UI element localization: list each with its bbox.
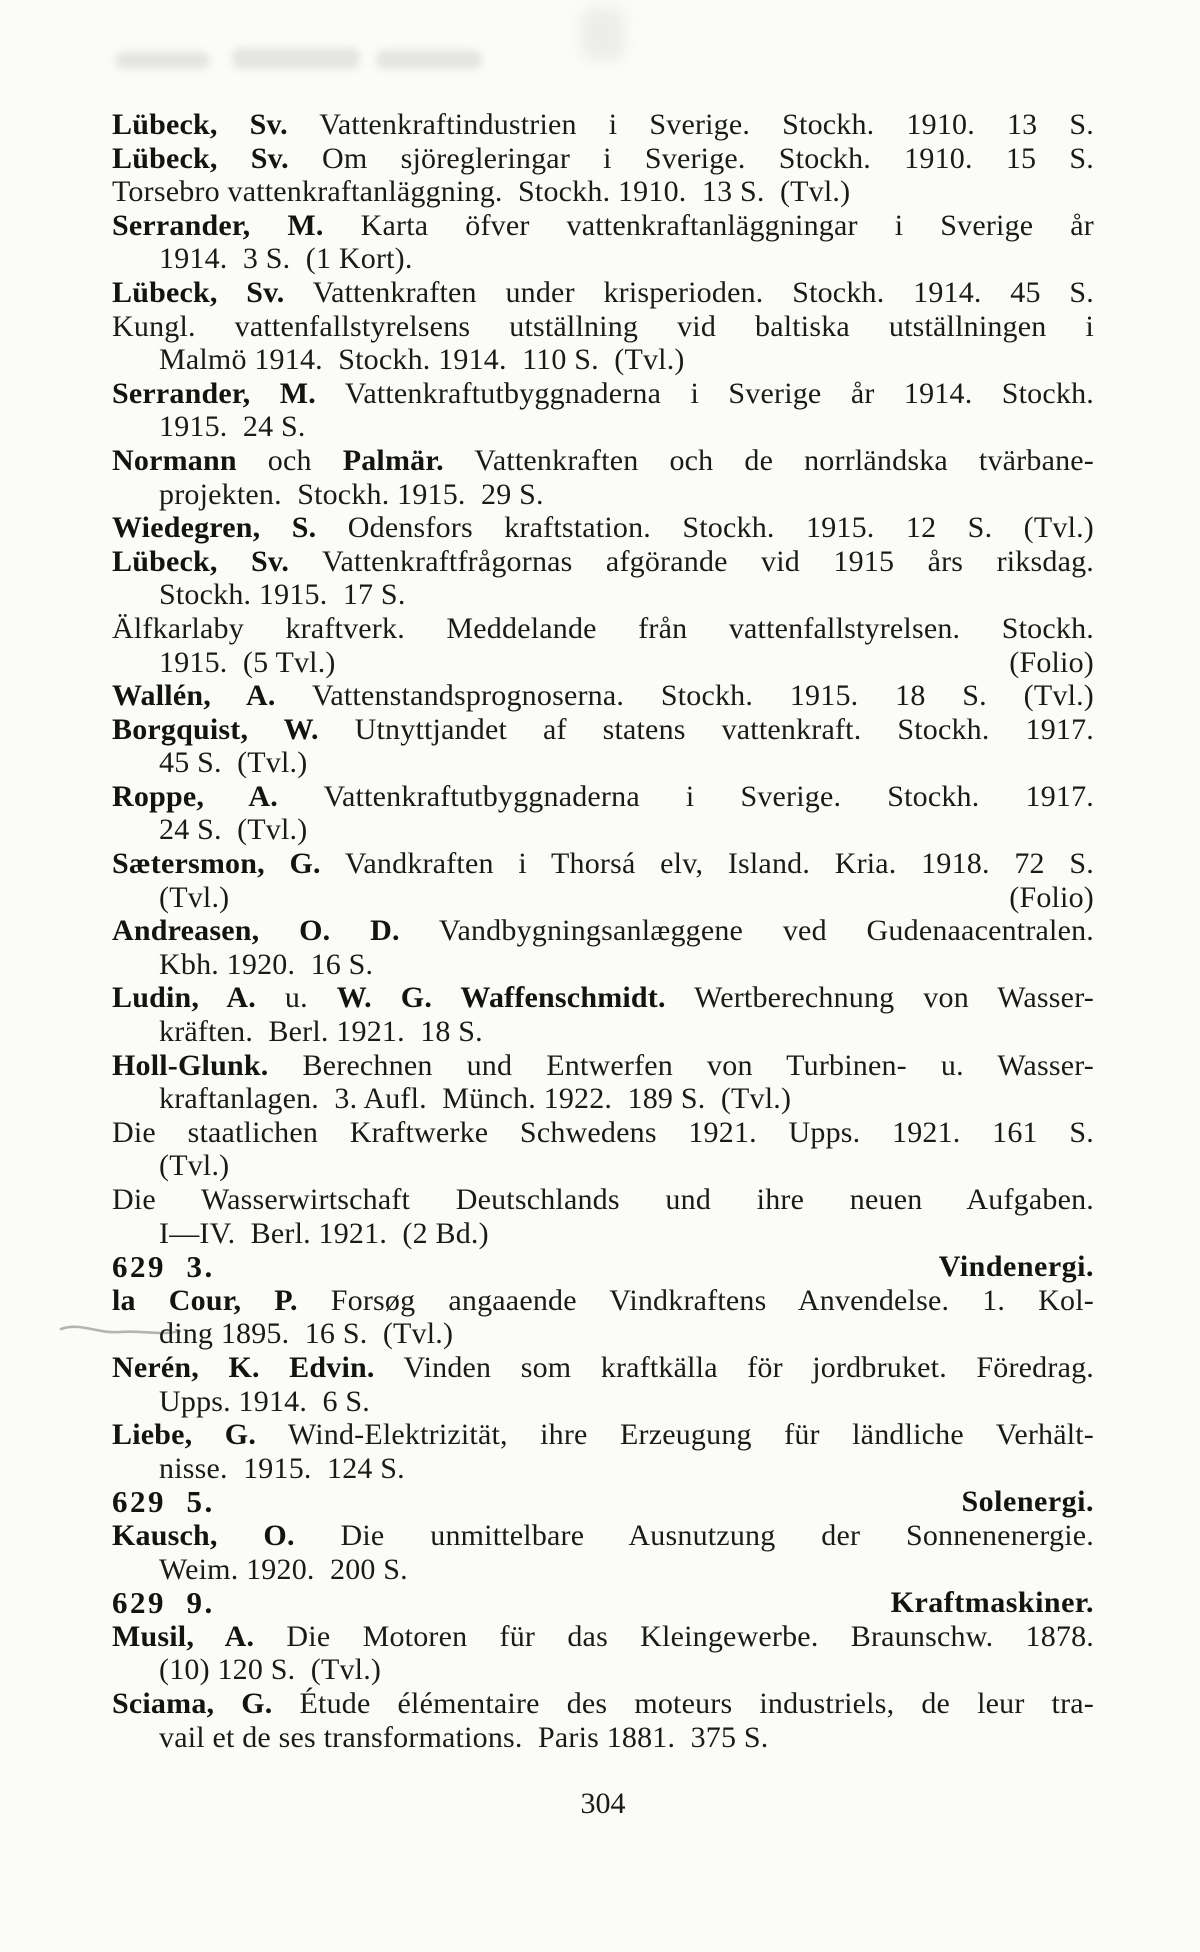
bibliography-line — [112, 1183, 1094, 1217]
line-text — [112, 545, 1094, 578]
entry-text: Karta öfver vattenkraftanläggningar i Sverige år — [323, 208, 1094, 242]
line-text — [112, 444, 1094, 477]
entry-text: Die Wasserwirtschaft Deutschlands und ihre neuen Aufgaben. — [112, 1183, 1094, 1216]
author-name: Lübeck, Sv. — [112, 544, 290, 578]
entry-text: Stockh. 1915. 17 S. — [159, 578, 406, 612]
author-name: Ludin, A. — [112, 981, 256, 1015]
line-text — [159, 1452, 405, 1485]
line-text — [159, 478, 544, 511]
author-name: Wallén, A. — [112, 679, 276, 713]
entry-text: Kungl. vattenfallstyrelsens utställning vid baltiska utställningen i — [112, 309, 1094, 343]
line-text — [159, 1385, 370, 1418]
entry-text: Älfkarlaby kraftverk. Meddelande från vattenfallstyrelsen. Stockh. — [112, 611, 1094, 645]
bibliography-line — [112, 881, 1094, 915]
author-name: Roppe, A. — [112, 779, 278, 813]
author-name: 629 3. — [112, 1249, 215, 1285]
line-text — [159, 578, 406, 611]
line-text — [112, 276, 1094, 309]
entry-text: projekten. Stockh. 1915. 29 S. — [159, 477, 544, 511]
line-text — [112, 310, 1094, 343]
entry-text: 1914. 3 S. (1 Kort). — [159, 242, 413, 276]
author-name: Normann — [112, 443, 237, 477]
author-name: Lübeck, Sv. — [112, 108, 288, 141]
entry-text: Vattenkraftutbyggnaderna i Sverige år 1914. Stockh. — [315, 376, 1094, 410]
line-text — [112, 713, 1094, 746]
line-text — [112, 108, 1094, 141]
author-name: Musil, A. — [112, 1619, 255, 1653]
entry-text: I—IV. Berl. 1921. (2 Bd.) — [159, 1216, 489, 1250]
line-text — [159, 1317, 453, 1350]
format-note: (Folio) — [1009, 880, 1094, 914]
section-label: Vindenergi. — [938, 1250, 1094, 1284]
section-label: Kraftmaskiner. — [890, 1586, 1094, 1620]
bibliography-line — [112, 1149, 1094, 1183]
author-name: Nerén, K. Edvin. — [112, 1350, 375, 1384]
ghost-smudge — [582, 8, 624, 60]
entry-text: Étude élémentaire des moteurs industriels, de leur tra- — [272, 1686, 1094, 1720]
line-text — [159, 646, 336, 679]
bibliography-line — [112, 511, 1094, 545]
bibliography-line — [112, 713, 1094, 747]
line-text — [159, 410, 306, 443]
line-text — [112, 1049, 1094, 1082]
line-text — [112, 914, 1094, 947]
bibliography-line — [112, 242, 1094, 276]
bibliography-line — [112, 310, 1094, 344]
bibliography-line — [112, 1519, 1094, 1553]
line-text — [159, 746, 307, 779]
author-name: Kausch, O. — [112, 1518, 295, 1552]
line-text — [159, 1553, 408, 1586]
line-text — [159, 813, 307, 846]
line-text — [112, 1284, 1094, 1317]
line-text — [112, 1519, 1094, 1552]
entry-text: Vattenkraftfrågornas afgörande vid 1915 års riksdag. — [289, 544, 1094, 578]
entry-text: Vinden som kraftkälla för jordbruket. Föredrag. — [374, 1350, 1094, 1384]
entry-text: Vattenkraftindustrien i Sverige. Stockh. 1910. 13 S. — [287, 108, 1094, 141]
bibliography-line — [112, 646, 1094, 680]
entry-text: Kbh. 1920. 16 S. — [159, 947, 374, 981]
entry-text: kraftanlagen. 3. Aufl. Münch. 1922. 189 S. (Tvl.) — [159, 1082, 792, 1116]
line-text — [159, 948, 373, 981]
bibliography-line — [112, 780, 1094, 814]
line-text — [112, 511, 1094, 544]
bibliography-line — [112, 1116, 1094, 1150]
entry-text: (Tvl.) — [159, 1149, 230, 1183]
entry-text: ding 1895. 16 S. (Tvl.) — [159, 1317, 454, 1351]
ghost-smudge — [115, 52, 210, 69]
line-text — [112, 142, 1094, 175]
bibliography-text — [112, 108, 1094, 1754]
bibliography-line — [112, 679, 1094, 713]
entry-text: Utnyttjandet af statens vattenkraft. Stockh. 1917. — [318, 712, 1094, 746]
entry-text: Weim. 1920. 200 S. — [159, 1552, 408, 1586]
entry-text: Wind-Elektrizität, ihre Erzeugung für ländliche Verhält- — [256, 1418, 1094, 1452]
line-text — [112, 1116, 1094, 1149]
author-name: Lübeck, Sv. — [112, 275, 285, 309]
line-text — [112, 377, 1094, 410]
line-text — [112, 1620, 1094, 1653]
bibliography-line — [112, 276, 1094, 310]
entry-text: kräften. Berl. 1921. 18 S. — [159, 1015, 483, 1049]
line-text — [112, 1183, 1094, 1216]
line-text — [159, 1721, 769, 1754]
bibliography-line — [112, 377, 1094, 411]
bibliography-line — [112, 142, 1094, 176]
line-text — [159, 242, 413, 275]
author-name: 629 5. — [112, 1484, 215, 1520]
author-name: Lübeck, Sv. — [112, 141, 289, 175]
author-name: Borgquist, W. — [112, 712, 319, 746]
line-text — [159, 1015, 483, 1048]
line-text — [112, 780, 1094, 813]
bibliography-line — [112, 1653, 1094, 1687]
bibliography-line — [112, 1385, 1094, 1419]
entry-text: Wertberechnung von Wasser- — [665, 981, 1094, 1015]
bibliography-line — [112, 1317, 1094, 1351]
entry-text: Die unmittelbare Ausnutzung der Sonnenenergie. — [294, 1518, 1095, 1552]
bibliography-line — [112, 746, 1094, 780]
bibliography-line — [112, 1553, 1094, 1587]
entry-text: och — [236, 443, 343, 477]
line-text — [112, 1418, 1094, 1451]
bibliography-line — [112, 1284, 1094, 1318]
line-text — [112, 847, 1094, 880]
line-text — [159, 881, 229, 914]
bibliography-line — [112, 847, 1094, 881]
bibliography-line — [112, 175, 1094, 209]
line-text — [112, 175, 850, 208]
entry-text: Om sjöregleringar i Sverige. Stockh. 1910. 15 S. — [288, 141, 1094, 175]
line-text — [112, 1687, 1094, 1720]
ghost-smudge — [232, 48, 360, 69]
section-heading — [112, 1250, 1094, 1284]
line-text — [159, 1082, 791, 1115]
bibliography-line — [112, 444, 1094, 478]
bibliography-line — [112, 1452, 1094, 1486]
author-name: Sætersmon, G. — [112, 847, 321, 881]
author-name: Andreasen, O. D. — [112, 914, 400, 948]
bibliography-line — [112, 1049, 1094, 1083]
author-name: 629 9. — [112, 1585, 215, 1621]
entry-text: 1915. (5 Tvl.) — [159, 645, 336, 679]
author-name: Wiedegren, S. — [112, 511, 317, 545]
bibliography-line — [112, 545, 1094, 579]
line-text — [112, 1251, 215, 1284]
entry-text: Forsøg angaaende Vindkraftens Anvendelse. 1. Kol- — [297, 1283, 1094, 1317]
entry-text: Upps. 1914. 6 S. — [159, 1384, 370, 1418]
bibliography-line — [112, 343, 1094, 377]
author-name: Holl-Glunk. — [112, 1048, 269, 1082]
entry-text: Vattenkraften och de norrländska tvärbane- — [443, 443, 1094, 477]
bibliography-line — [112, 813, 1094, 847]
author-name: Serrander, M. — [112, 376, 316, 410]
entry-text: Vandbygningsanlæggene ved Gudenaacentralen. — [399, 914, 1094, 948]
entry-text: Berechnen und Entwerfen von Turbinen- u. Wasser- — [268, 1048, 1094, 1082]
entry-text: (Tvl.) — [159, 880, 230, 914]
line-text — [159, 1653, 381, 1686]
line-text — [112, 1587, 215, 1620]
line-text — [159, 343, 685, 376]
entry-text: Vattenkraften under krisperioden. Stockh. 1914. 45 S. — [284, 275, 1094, 309]
format-note: (Folio) — [1009, 645, 1094, 679]
author-name: Palmär. — [342, 443, 444, 477]
entry-text: 24 S. (Tvl.) — [159, 813, 308, 847]
bibliography-line — [112, 1620, 1094, 1654]
line-text — [112, 679, 1094, 712]
bibliography-line — [112, 478, 1094, 512]
entry-text: Vandkraften i Thorsá elv, Island. Kria. 1918. 72 S. — [320, 847, 1094, 881]
page-number: 304 — [580, 1787, 626, 1820]
line-text — [159, 1149, 229, 1182]
bibliography-line — [112, 1015, 1094, 1049]
bibliography-line — [112, 410, 1094, 444]
ghost-smudge — [376, 50, 482, 69]
entry-text: Vattenkraftutbyggnaderna i Sverige. Stockh. 1917. — [278, 779, 1094, 813]
author-name: Sciama, G. — [112, 1686, 273, 1720]
bibliography-line — [112, 1687, 1094, 1721]
bibliography-line — [112, 914, 1094, 948]
bibliography-line — [112, 578, 1094, 612]
entry-text: Die Motoren für das Kleingewerbe. Braunschw. 1878. — [254, 1619, 1095, 1653]
line-text — [112, 981, 1094, 1014]
entry-text: 45 S. (Tvl.) — [159, 746, 308, 780]
entry-text: Vattenstandsprognoserna. Stockh. 1915. 18 S. (Tvl.) — [275, 679, 1094, 713]
bibliography-line — [112, 1721, 1094, 1755]
bibliography-line — [112, 1082, 1094, 1116]
line-text — [112, 1486, 215, 1519]
line-text — [112, 612, 1094, 645]
bibliography-line — [112, 981, 1094, 1015]
bibliography-line — [112, 1217, 1094, 1251]
bibliography-line — [112, 209, 1094, 243]
author-name: Liebe, G. — [112, 1418, 257, 1452]
line-text — [112, 209, 1094, 242]
author-name: la Cour, P. — [112, 1283, 298, 1317]
section-label: Solenergi. — [961, 1485, 1094, 1519]
entry-text: nisse. 1915. 124 S. — [159, 1451, 405, 1485]
author-name: Serrander, M. — [112, 208, 324, 242]
entry-text: vail et de ses transformations. Paris 1881. 375 S. — [159, 1720, 769, 1754]
bibliography-line — [112, 108, 1094, 142]
bibliography-line — [112, 612, 1094, 646]
author-name: W. G. Waffenschmidt. — [336, 981, 666, 1015]
section-heading — [112, 1485, 1094, 1519]
entry-text: u. — [255, 981, 337, 1015]
line-text — [159, 1217, 489, 1250]
entry-text: Malmö 1914. Stockh. 1914. 110 S. (Tvl.) — [159, 343, 685, 377]
bibliography-line — [112, 948, 1094, 982]
entry-text: Die staatlichen Kraftwerke Schwedens 1921. Upps. 1921. 161 S. — [112, 1115, 1094, 1149]
line-text — [112, 1351, 1094, 1384]
bibliography-line — [112, 1351, 1094, 1385]
section-heading — [112, 1586, 1094, 1620]
entry-text: Torsebro vattenkraftanläggning. Stockh. 1910. 13 S. (Tvl.) — [112, 175, 851, 209]
entry-text: Odensfors kraftstation. Stockh. 1915. 12 S. (Tvl.) — [316, 511, 1094, 545]
entry-text: 1915. 24 S. — [159, 410, 306, 444]
entry-text: (10) 120 S. (Tvl.) — [159, 1653, 382, 1687]
bibliography-line — [112, 1418, 1094, 1452]
